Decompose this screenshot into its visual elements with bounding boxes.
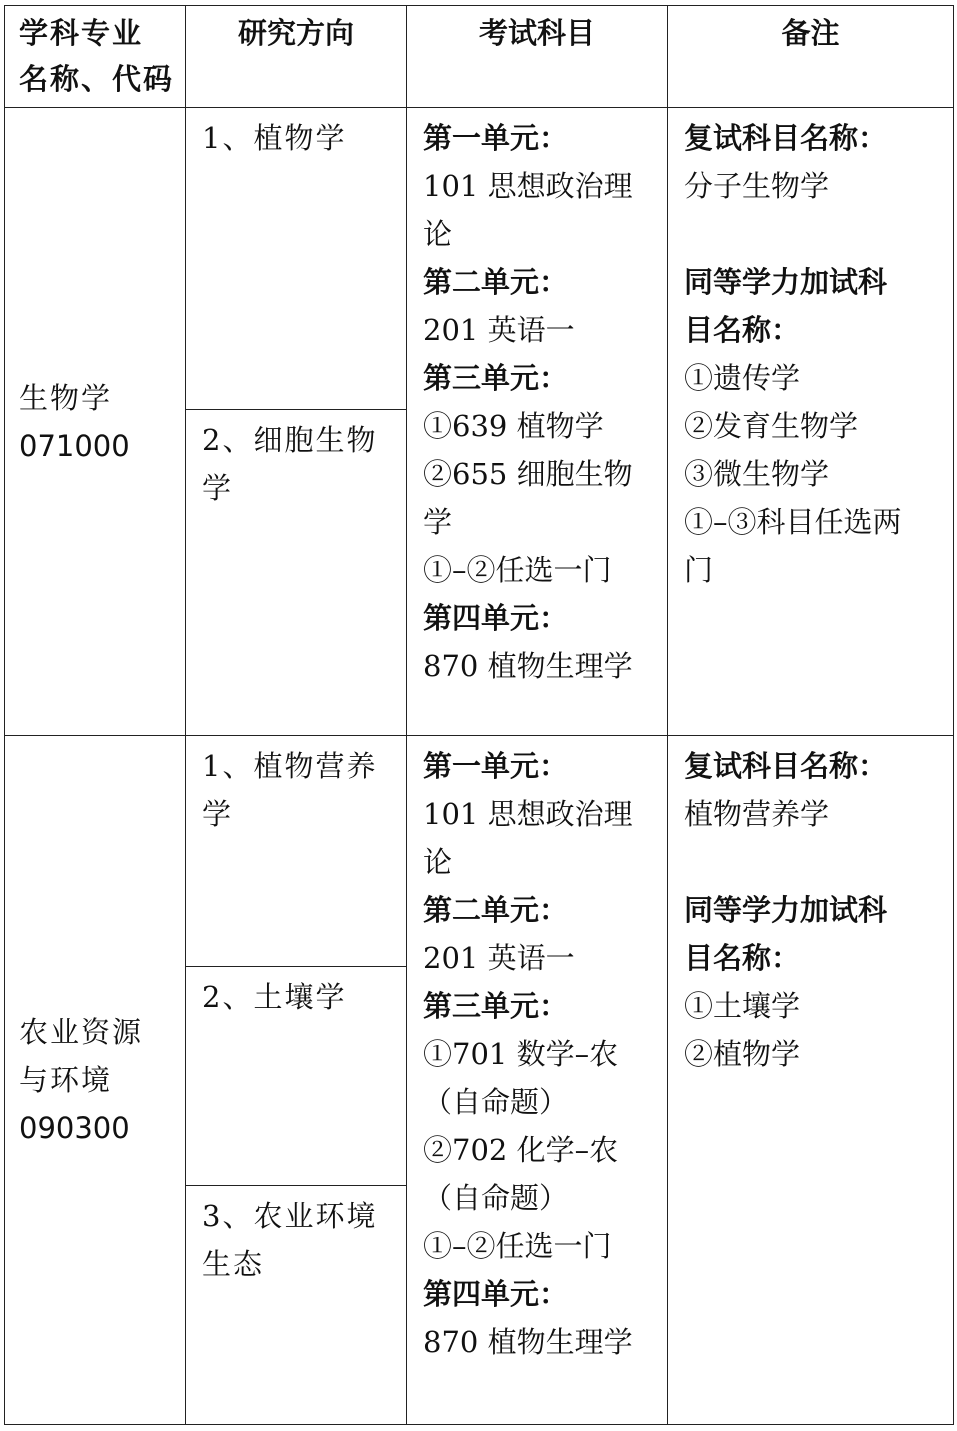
- section-heading: 复试科目名称：: [684, 121, 888, 155]
- list-item: ②发育生物学: [684, 409, 859, 443]
- list-item: （自命题）: [423, 1085, 569, 1119]
- subject-name: 农业资源: [19, 1015, 144, 1049]
- list-item: 植物营养学: [684, 797, 830, 831]
- table-row: [5, 108, 954, 410]
- header-subject: [5, 6, 186, 108]
- section-heading: 复试科目名称：: [684, 749, 888, 783]
- header-subject-line-1: 学科专业: [19, 16, 144, 50]
- table-row: [5, 736, 954, 967]
- direction-text: 3、农业环境: [202, 1199, 378, 1233]
- header-note: 备注: [668, 6, 954, 108]
- list-item: 101 思想政治理: [423, 169, 633, 203]
- direction-text: 2、土壤学: [202, 980, 347, 1014]
- list-item: ①639 植物学: [423, 409, 604, 443]
- subject-code: 071000: [19, 428, 130, 463]
- note-cell: [668, 736, 954, 1425]
- direction-text: 1、植物学: [202, 121, 347, 155]
- section-heading: 第四单元：: [423, 601, 569, 635]
- list-item: ①701 数学–农: [423, 1037, 619, 1071]
- list-item: （自命题）: [423, 1181, 569, 1215]
- direction-text: 2、细胞生物: [202, 423, 378, 457]
- list-item: 870 植物生理学: [423, 649, 633, 683]
- direction-text: 学: [202, 471, 234, 505]
- subject-cell: [5, 736, 186, 1425]
- exam-list: [423, 742, 657, 1366]
- admissions-table-page: [4, 5, 954, 1425]
- subject-code: 090300: [19, 1111, 130, 1145]
- list-item: ①–③科目任选两: [684, 505, 902, 539]
- list-item: ②702 化学–农: [423, 1133, 619, 1167]
- list-item: 门: [684, 553, 714, 587]
- list-item: 学: [423, 505, 453, 539]
- direction-text: 1、植物营养: [202, 749, 378, 783]
- exam-cell: [407, 736, 668, 1425]
- subject-name: 与环境: [19, 1063, 113, 1097]
- list-item: 论: [423, 845, 453, 879]
- list-item: 870 植物生理学: [423, 1325, 633, 1359]
- direction-text: 生态: [202, 1247, 265, 1281]
- header-row: [5, 6, 954, 108]
- list-item: ①土壤学: [684, 989, 801, 1023]
- list-item: 101 思想政治理: [423, 797, 633, 831]
- direction-cell: [186, 1186, 407, 1425]
- section-heading: 第一单元：: [423, 749, 569, 783]
- exam-cell: [407, 108, 668, 736]
- direction-cell: [186, 967, 407, 1186]
- exam-list: [423, 114, 657, 690]
- section-heading: 同等学力加试科: [684, 893, 888, 927]
- list-item: 分子生物学: [684, 169, 830, 203]
- section-heading: 第四单元：: [423, 1277, 569, 1311]
- subject-cell: [5, 108, 186, 736]
- list-item: 201 英语一: [423, 941, 575, 975]
- admissions-table: [4, 5, 954, 1425]
- header-exam: 考试科目: [407, 6, 668, 108]
- section-heading: 第一单元：: [423, 121, 569, 155]
- list-item: 201 英语一: [423, 313, 575, 347]
- list-item: ①–②任选一门: [423, 553, 612, 587]
- blank-line: [684, 210, 943, 258]
- note-list: [684, 114, 943, 594]
- section-heading: 目名称：: [684, 941, 801, 975]
- list-item: ③微生物学: [684, 457, 830, 491]
- section-heading: 第二单元：: [423, 265, 569, 299]
- header-direction: 研究方向: [186, 6, 407, 108]
- note-list: [684, 742, 943, 1078]
- section-heading: 第二单元：: [423, 893, 569, 927]
- section-heading: 目名称：: [684, 313, 801, 347]
- blank-line: [684, 838, 943, 886]
- list-item: ①–②任选一门: [423, 1229, 612, 1263]
- section-heading: 同等学力加试科: [684, 265, 888, 299]
- direction-cell: [186, 736, 407, 967]
- list-item: ②植物学: [684, 1037, 801, 1071]
- header-subject-line-2: 名称、代码: [19, 62, 175, 96]
- list-item: 论: [423, 217, 453, 251]
- direction-cell: [186, 108, 407, 410]
- direction-text: 学: [202, 797, 234, 831]
- subject-name: 生物学: [19, 380, 113, 415]
- direction-cell: [186, 410, 407, 736]
- list-item: ①遗传学: [684, 361, 801, 395]
- note-cell: [668, 108, 954, 736]
- list-item: ②655 细胞生物: [423, 457, 633, 491]
- section-heading: 第三单元：: [423, 989, 569, 1023]
- section-heading: 第三单元：: [423, 361, 569, 395]
